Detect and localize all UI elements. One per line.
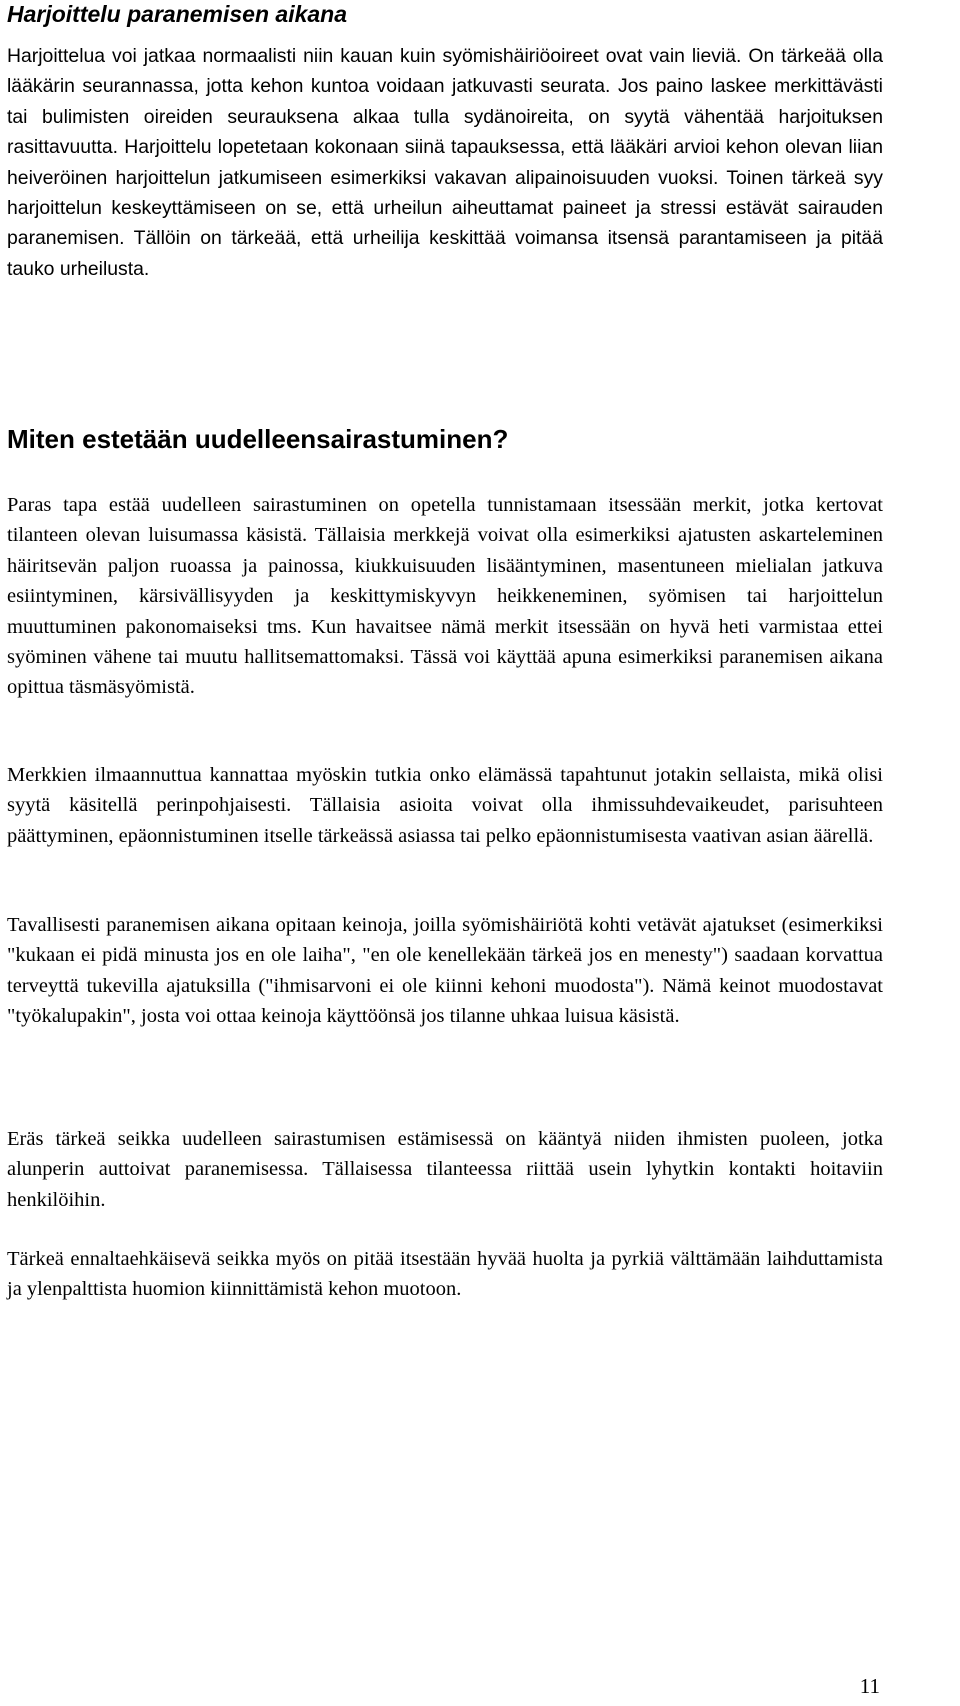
paragraph-toolbox: Tavallisesti paranemisen aikana opitaan keinoja, joilla syömishäiriötä kohti vetävät ajatukset (esimerkiksi "kukaan ei pidä minusta jos en ole laiha", "en ole kenellekään tärkeä jos en menesty") saadaan korvattua terveyttä tukevilla ajatuksilla ("ihmisarvoni ei ole kiinni kehoni muodosta"). Nämä keinot muodostavat "työkalupakin", josta voi ottaa keinoja käyttöönsä jos tilanne uhkaa luisua käsistä.: [7, 914, 883, 1028]
paragraph-support: Eräs tärkeä seikka uudelleen sairastumisen estämisessä on kääntyä niiden ihmisten puoleen, jotka alunperin auttoivat paranemisessa. Tällaisessa tilanteessa riittää usein lyhytkin kontakti hoitaviin henkilöihin.: [7, 1128, 883, 1211]
paragraph-training: Harjoittelua voi jatkaa normaalisti niin kauan kuin syömishäiriöoireet ovat vain lieviä. On tärkeää olla lääkärin seurannassa, jotta kehon kuntoa voidaan jatkuvasti seurata. Jos paino laskee merkittävästi tai bulimisten oireiden seurauksena alkaa tulla sydänoireita, on syytä vähentää harjoituksen rasittavuutta. Harjoittelu lopetetaan kokonaan siinä tapauksessa, että lääkäri arvioi kehon olevan liian heiveröinen harjoittelun jatkumiseen esimerkiksi vakavan alipainoisuuden vuoksi. Toinen tärkeä syy harjoittelun keskeyttämiseen on se, että urheilun aiheuttamat paineet ja stressi estävät sairauden paranemisen. Tällöin on tärkeää, että urheilija keskittää voimansa itsensä parantamiseen ja pitää tauko urheilusta.: [7, 45, 883, 280]
section-heading-training: Harjoittelu paranemisen aikana: [7, 1, 348, 27]
paragraph-life-events: Merkkien ilmaannuttua kannattaa myöskin tutkia onko elämässä tapahtunut jotakin sellaista, mikä olisi syytä käsitellä perinpohjaisesti. Tällaisia asioita voivat olla ihmissuhdevaikeudet, parisuhteen päättyminen, epäonnistuminen itselle tärkeässä asiassa tai pelko epäonnistumisesta vaativan asian äärellä.: [7, 764, 883, 847]
section-heading-relapse: Miten estetään uudelleensairastuminen?: [7, 424, 509, 454]
paragraph-self-care: Tärkeä ennaltaehkäisevä seikka myös on pitää itsestään hyvää huolta ja pyrkiä välttämään laihduttamista ja ylenpalttista huomion kiinnittämistä kehon muotoon.: [7, 1248, 883, 1301]
page-number: 11: [859, 1674, 880, 1698]
paragraph-warning-signs: Paras tapa estää uudelleen sairastuminen on opetella tunnistamaan itsessään merkit, jotka kertovat tilanteen olevan luisumassa käsistä. Tällaisia merkkejä voivat olla esimerkiksi ajatusten askarteleminen häiritsevän paljon ruoassa ja painossa, kiukkuisuuden lisääntyminen, masentuneen mielialan jatkuva esiintyminen, kärsivällisyyden ja keskittymiskyvyn heikkeneminen, syömisen tai harjoittelun muuttuminen pakonomaiseksi tms. Kun havaitsee nämä merkit itsessään on hyvä heti varmistaa ettei syöminen vähene tai muutu hallitsemattomaksi. Tässä voi käyttää apuna esimerkiksi paranemisen aikana opittua täsmäsyömistä.: [7, 494, 883, 699]
